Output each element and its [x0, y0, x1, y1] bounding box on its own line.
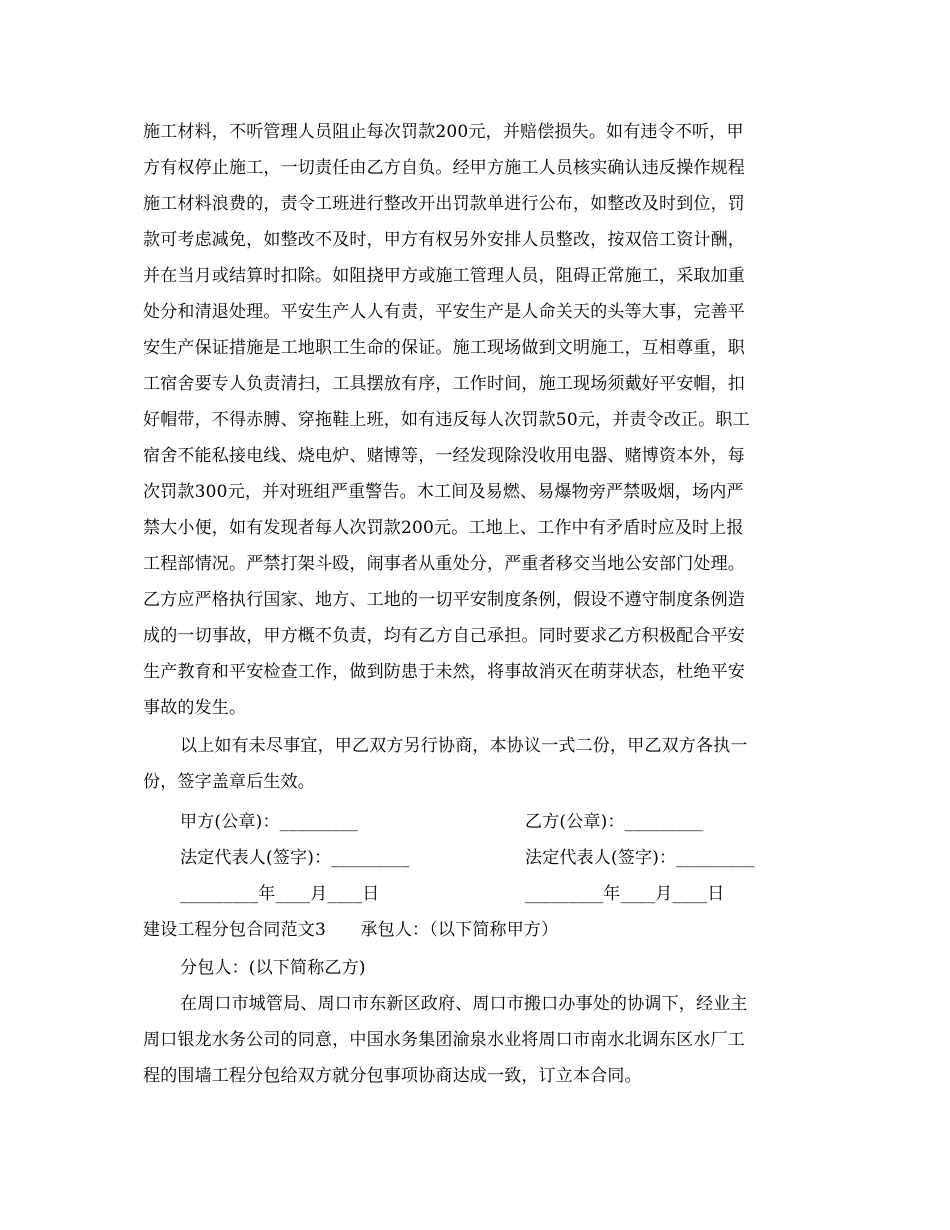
body-line: 工宿舍要专人负责清扫，工具摆放有序，工作时间，施工现场须戴好平安帽，扣	[143, 374, 745, 394]
body-line: 好帽带，不得赤膊、穿拖鞋上班，如有违反每人次罚款50元，并责令改正。职工	[143, 410, 750, 430]
intro-line: 在周口市城管局、周口市东新区政府、周口市搬口办事处的协调下，经业主	[180, 994, 748, 1014]
intro-line: 周口银龙水务公司的同意，中国水务集团渝泉水业将周口市南水北调东区水厂工	[143, 1030, 745, 1050]
body-line: 次罚款300元，并对班组严重警告。木工间及易燃、易爆物旁严禁吸烟，场内严	[143, 482, 744, 502]
closing-line: 以上如有未尽事宜，甲乙双方另行协商，本协议一式二份，甲乙双方各执一	[180, 736, 748, 756]
body-line: 方有权停止施工，一切责任由乙方自负。经甲方施工人员核实确认违反操作规程	[143, 158, 745, 178]
body-line: 款可考虑减免，如整改不及时，甲方有权另外安排人员整改，按双倍工资计酬，	[143, 230, 745, 250]
body-line: 安生产保证措施是工地职工生命的保证。施工现场做到文明施工，互相尊重，职	[143, 338, 745, 358]
body-line: 乙方应严格执行国家、地方、工地的一切平安制度条例，假设不遵守制度条例造	[143, 590, 745, 610]
contract3-heading: 建设工程分包合同范文3 承包人：（以下简称甲方）	[143, 920, 559, 940]
body-line: 生产教育和平安检查工作，做到防患于未然，将事故消灭在萌芽状态，杜绝平安	[143, 662, 745, 682]
body-line: 工程部情况。严禁打架斗殴，闹事者从重处分，严重者移交当地公安部门处理。	[143, 554, 745, 574]
body-line: 施工材料浪费的，责令工班进行整改开出罚款单进行公布，如整改及时到位，罚	[143, 194, 745, 214]
party-b-seal: 乙方(公章)：_________	[525, 812, 703, 832]
body-line: 成的一切事故，甲方概不负责，均有乙方自己承担。同时要求乙方积极配合平安	[143, 626, 745, 646]
closing-line: 份，签字盖章后生效。	[143, 772, 315, 792]
body-line: 并在当月或结算时扣除。如阻挠甲方或施工管理人员，阻碍正常施工，采取加重	[143, 266, 745, 286]
body-line: 处分和清退处理。平安生产人人有责，平安生产是人命关天的头等大事，完善平	[143, 302, 745, 322]
body-line: 事故的发生。	[143, 698, 247, 718]
subcontractor-line: 分包人：(以下简称乙方)	[180, 958, 366, 978]
body-line: 禁大小便，如有发现者每人次罚款200元。工地上、工作中有矛盾时应及时上报	[143, 518, 744, 538]
party-a-seal: 甲方(公章)：_________	[180, 812, 358, 832]
body-line: 宿舍不能私接电线、烧电炉、赌博等，一经发现除没收用电器、赌博资本外，每	[143, 446, 745, 466]
party-b-date: _________年____月____日	[525, 884, 725, 904]
intro-line: 程的围墙工程分包给双方就分包事项协商达成一致，订立本合同。	[143, 1066, 642, 1086]
body-line: 施工材料，不听管理人员阻止每次罚款200元，并赔偿损失。如有违令不听，甲	[143, 122, 744, 142]
party-a-date: _________年____月____日	[180, 884, 380, 904]
party-a-representative: 法定代表人(签字)：_________	[180, 848, 410, 868]
party-b-representative: 法定代表人(签字)：_________	[525, 848, 755, 868]
